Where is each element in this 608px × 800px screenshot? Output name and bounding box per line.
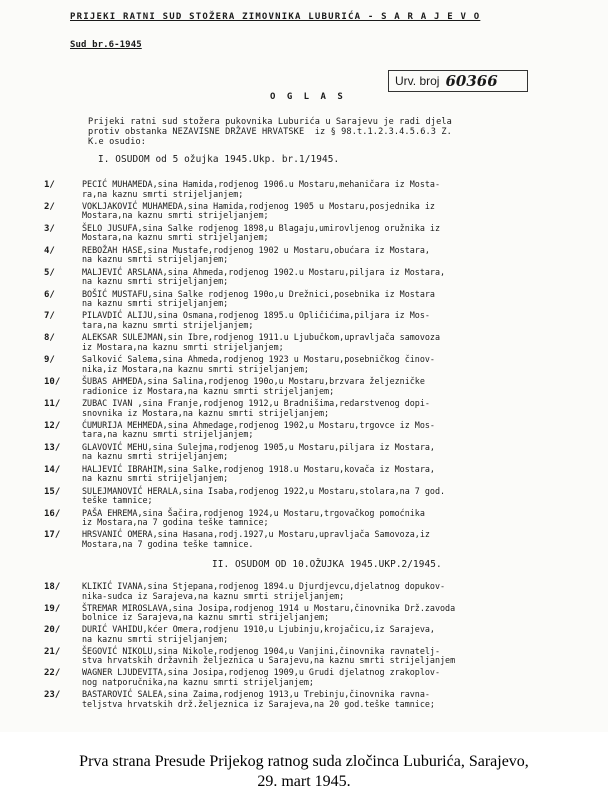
entry-number: 1/ xyxy=(44,180,55,190)
section-1-heading: I. OSUDOM od 5 ožujka 1945.Ukp. br.1/1945. xyxy=(98,154,340,165)
entry-text: ŠUBAS AHMEDA,sina Salina,rodjenog 190o,u Mostaru,brzvara željezničke radionice iz Mostara,na kaznu smrti strijeljanjem; xyxy=(82,376,425,396)
entry-number: 14/ xyxy=(44,464,61,475)
caption-text: Prva strana Presude Prijekog ratnog suda zločinca Luburića, Sarajevo, 29. mart 1945. xyxy=(79,753,529,790)
entry-text: ĆUMURIJA MEHMEDA,sina Ahmedage,rodjenog 1902,u Mostaru,trgovce iz Mos- tara,na kaznu smrti strijeljanjem; xyxy=(82,419,435,440)
document-intro: Prijeki ratni sud stožera pukovnika Luburića u Sarajevu je radi djela protiv obstanka NEZAVISNE DRŽAVE HRVATSKE iz § 98.t.1.2.3.4.5.6.3 Z. K.e osudio: xyxy=(88,117,452,147)
entry-text: HALJEVIĆ IBRAHIM,sina Salke,rodjenog 1918.u Mostaru,kovača iz Mostara, na kaznu smrti strijeljanjem; xyxy=(82,463,435,484)
entry-text: SULEJMANOVIĆ HERALA,sina Isaba,rodjenog 1922,u Mostaru,stolara,na 7 god. teške tamnice; xyxy=(82,485,446,506)
entry-number: 2/ xyxy=(44,201,55,212)
entry-text: HRSVANIĆ OMERA,sina Hasana,rodj.1927,u Mostaru,upravljača Samovoza,iz Mostara,na 7 godina teške tamnice. xyxy=(82,529,430,549)
entry-text: ŠEGOVIĆ NIKOLU,sina Nikole,rodjenog 1904,u Vanjini,činovnika ravnatelj- stva hrvatskih državnih željeznica u Sarajevu,na kaznu smrti strijeljanjem xyxy=(82,645,456,666)
entry-number: 9/ xyxy=(44,355,55,366)
entry-text: GLAVOVIĆ MEHU,sina Sulejma,rodjenog 1905,u Mostaru,piljara iz Mostara, na kaznu smrti strijeljanjem; xyxy=(82,441,435,462)
entry-text: MALJEVIĆ ARSLANA,sina Ahmeda,rodjenog 1902.u Mostaru,piljara iz Mostara, na kaznu smrti strijeljanjem; xyxy=(82,266,446,287)
document-number: Sud br.6-1945 xyxy=(70,40,142,50)
entry-number: 4/ xyxy=(44,245,55,256)
entry-number: 13/ xyxy=(44,442,61,453)
entry-number: 16/ xyxy=(44,508,61,519)
entry-text: ŠELO JUSUFA,sina Salke rodjenog 1898,u Blagaju,umirovljenog oružnika iz Mostara,na kaznu smrti strijeljanjem; xyxy=(82,222,440,243)
entry-text: DURIĆ VAHIDU,kćer Omera,rodjenu 1910,u Ljubinju,krojačicu,iz Sarajeva, na kaznu smrti strijeljanjem; xyxy=(82,624,435,644)
section-2-heading: II. OSUDOM OD 10.OŽUJKA 1945.UKP.2/1945. xyxy=(212,559,442,570)
document-title: O G L A S xyxy=(270,92,346,102)
entry-text: PECIĆ MUHAMEDA,sina Hamida,rodjenog 1906.u Mostaru,mehaničara iz Mosta- ra,na kaznu smrti strijeljanjem; xyxy=(82,179,440,199)
entry-text: ZUBAC IVAN ,sina Franje,rodjenog 1912,u Bradnišima,redarstvenog dopi- snovnika iz Mostara,na kaznu smrti strijeljanjem; xyxy=(82,398,430,418)
entry-number: 11/ xyxy=(44,399,61,409)
entry-number: 12/ xyxy=(44,420,61,431)
entry-text: BASTAROVIĆ SALEA,sina Zaima,rodjenog 1913,u Trebinju,činovnika ravna- teljstva hrvatskih drž.željeznica iz Sarajeva,na 20 god.teške tamnice; xyxy=(82,689,435,709)
entry-number: 6/ xyxy=(44,289,55,300)
entry-text: ALEKSAR SULEJMAN,sin Ibre,rodjenog 1911.u Ljubučkom,upravljača samovoza iz Mostara,na kaznu smrti strijeljanjem; xyxy=(82,332,440,352)
entry-text: WAGNER LJUDEVITA,sina Josipa,rodjenog 1909,u Grudi djelatnog zrakoplov- nog natporučnika,na kaznu smrti strijeljanjem; xyxy=(82,667,440,687)
photo-caption xyxy=(0,752,608,792)
registry-stamp xyxy=(388,70,528,92)
entry-text: BOŠIĆ MUSTAFU,sina Salke rodjenog 190o,u Drežnici,posebnika iz Mostara na kaznu smrti strijeljanjem; xyxy=(82,288,435,309)
entry-text: ŠTREMAR MIROSLAVA,sina Josipa,rodjenog 1914 u Mostaru,činovnika Drž.zavoda bolnice iz Sarajeva,na kaznu smrti strijeljanjem; xyxy=(82,602,456,623)
entry-number: 20/ xyxy=(44,625,61,636)
entry-number: 19/ xyxy=(44,603,61,614)
document-header: PRIJEKI RATNI SUD STOŽERA ZIMOVNIKA LUBURIĆA - S A R A J E V O xyxy=(70,12,481,22)
entry-number: 22/ xyxy=(44,668,61,679)
entry-number: 7/ xyxy=(44,311,55,322)
entry-number: 15/ xyxy=(44,486,61,497)
entry-number: 23/ xyxy=(44,690,61,700)
entry-number: 8/ xyxy=(44,333,55,344)
entry-text: PAŠA EHREMA,sina Šačira,rodjenog 1924,u Mostaru,trgovačkog pomoćnika iz Mostara,na 7 godina teške tamnice; xyxy=(82,507,425,528)
stamp-label: Urv. broj xyxy=(395,74,440,88)
stamp-number: 60366 xyxy=(445,72,498,90)
entry-number: 5/ xyxy=(44,267,55,278)
entry-text: REBOŽAH HASE,sina Mustafe,rodjenog 1902 u Mostaru,obućara iz Mostara, na kaznu smrti strijeljanjem; xyxy=(82,244,430,265)
entry-number: 10/ xyxy=(44,377,61,388)
entry-number: 21/ xyxy=(44,646,61,657)
entry-number: 17/ xyxy=(44,530,61,541)
entry-text: KLIKIĆ IVANA,sina Stjepana,rodjenog 1894.u Djurdjevcu,djelatnog dopukov- nika-sudca iz Sarajeva,na kaznu smrti strijeljanjem; xyxy=(82,581,446,601)
entry-text: Salković Salema,sina Ahmeda,rodjenog 1923 u Mostaru,posebničkog činov- nika,iz Mostara,na kaznu smrti strijeljanjem; xyxy=(82,354,435,374)
entry-number: 18/ xyxy=(44,582,61,592)
entry-number: 3/ xyxy=(44,223,55,234)
entry-text: VOKLJAKOVIĆ MUHAMEDA,sina Hamida,rodjenog 1905 u Mostaru,posjednika iz Mostara,na kaznu smrti strijeljanjem; xyxy=(82,200,435,221)
entry-text: PILAVDIĆ ALIJU,sina Osmana,rodjenog 1895.u Opličićima,piljara iz Mos- tara,na kaznu smrti strijeljanjem; xyxy=(82,310,430,330)
